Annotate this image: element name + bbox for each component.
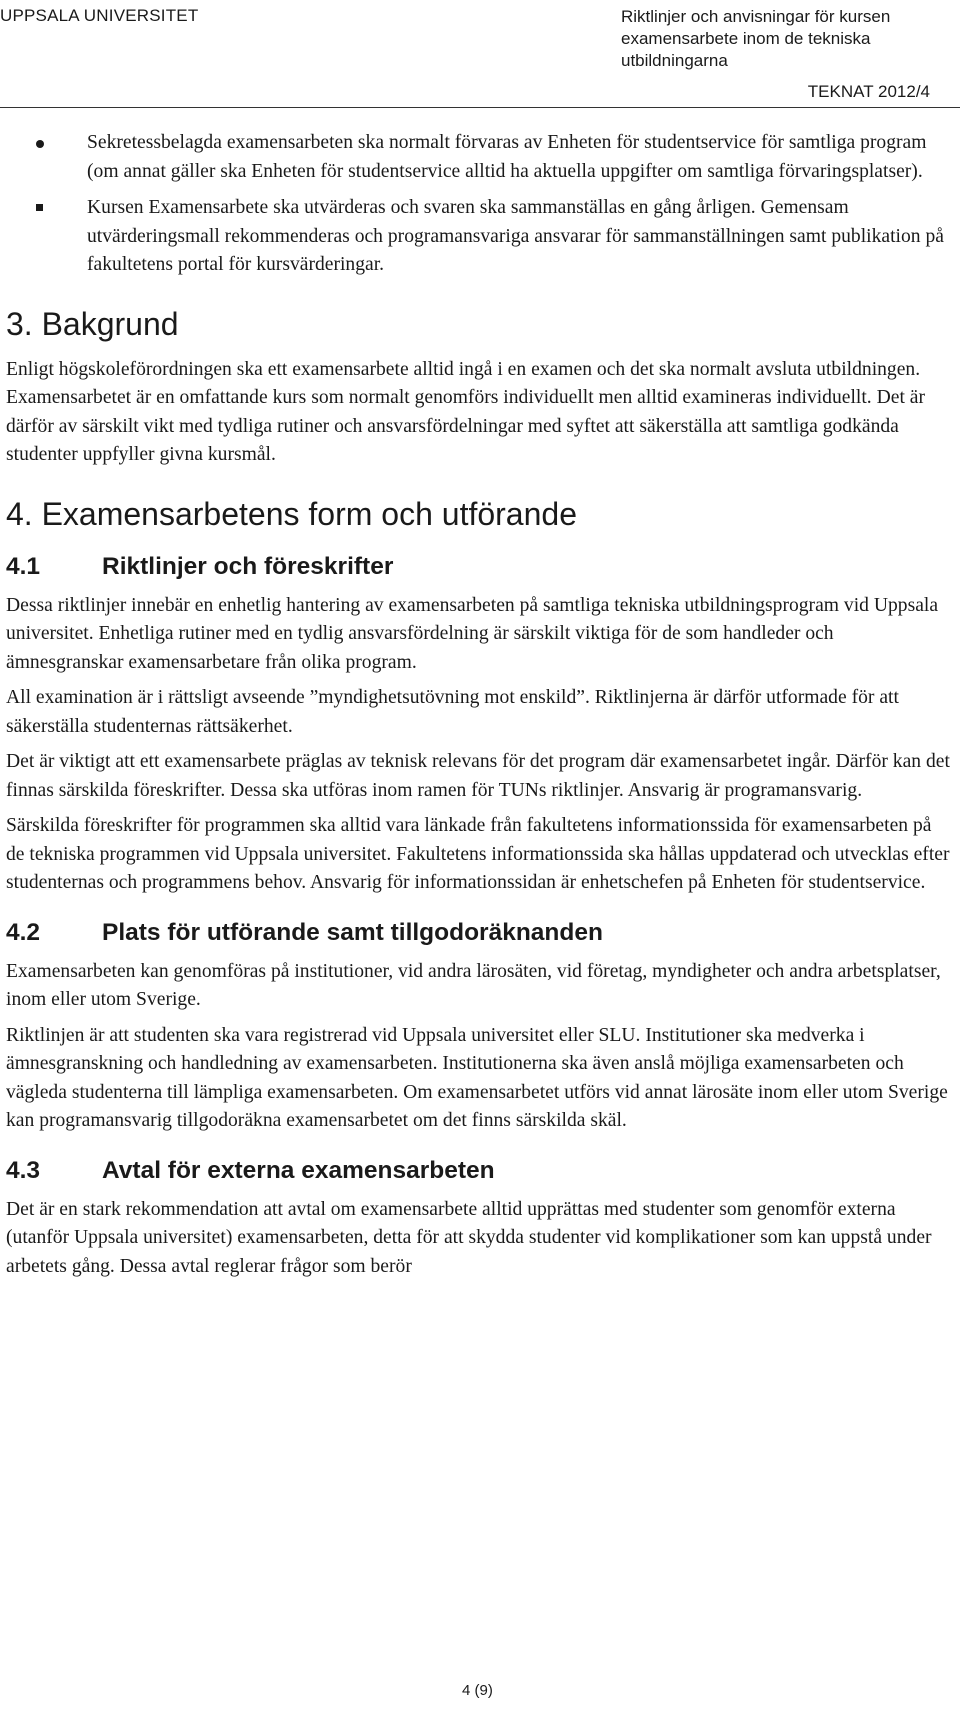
subsection-number: 4.2 [6, 918, 41, 946]
subsection-title: Plats för utförande samt tillgodoräknanden [102, 918, 603, 946]
subsection-title: Avtal för externa examensarbeten [102, 1156, 495, 1184]
subsection-4-2-heading [6, 918, 954, 948]
header-document-title: Riktlinjer och anvisningar för kursen examensarbete inom de tekniska utbildningarna [621, 7, 891, 70]
paragraph: Dessa riktlinjer innebär en enhetlig hantering av examensarbeten på samtliga tekniska utbildningsprogram vid Uppsala universitet. Enhetliga rutiner med en tydlig ansvarsfördelning är särskilt viktiga för de som handleder och ämnesgranskar examensarbetare från olika program. [6, 594, 939, 673]
paragraph: Särskilda föreskrifter för programmen ska alltid vara länkade från fakultetens informationssida för examensarbeten på de tekniska programmen vid Uppsala universitet. Fakultetens informationssida ska hållas uppdaterad och utvecklas efter studenternas och programmens behov. Ansvarig för informationssidan är enhetschefen på Enheten för studentservice. [6, 815, 950, 893]
document-body [6, 129, 954, 1288]
section-3-heading: 3. Bakgrund [6, 305, 179, 342]
subsection-4-1-heading [6, 552, 954, 582]
subsection-4-3-heading [6, 1156, 954, 1186]
header-document-code: TEKNAT 2012/4 [807, 82, 930, 101]
paragraph: Det är viktigt att ett examensarbete präglas av teknisk relevans för det program där examensarbetet ingår. Därför kan det finnas särskilda föreskrifter. Dessa ska utföras inom ramen för TUNs riktlinjer. Ansvarig är programansvarig. [6, 751, 950, 801]
paragraph: Examensarbeten kan genomföras på institutioner, vid andra lärosäten, vid företag, myndigheter och andra arbetsplatser, inom eller utom Sverige. [6, 960, 941, 1010]
paragraph: Enligt högskoleförordningen ska ett examensarbete alltid ingå i en examen och det ska normalt avsluta utbildningen. Examensarbetet är en omfattande kurs som normalt genomförs individuellt men alltid examineras individuellt. Det är därför av särskilt vikt med tydliga rutiner och ansvarsfördelningar med syftet att säkerställa att samtliga godkända studenter uppfyller givna kursmål. [6, 358, 926, 465]
paragraph: All examination är i rättsligt avseende ”myndighetsutövning mot enskild”. Riktlinjerna är därför utformade för att säkerställa studenternas rättsäkerhet. [6, 687, 899, 737]
subsection-number: 4.3 [6, 1156, 41, 1184]
subsection-number: 4.1 [6, 552, 41, 580]
paragraph: Riktlinjen är att studenten ska vara registrerad vid Uppsala universitet eller SLU. Institutioner ska medverka i ämnesgranskning och handledning av examensarbeten. Institutionerna ska även anslå möjliga examensarbeten och vägleda studenterna till lämpliga examensarbeten. Om examensarbetet utförs vid annat lärosäte inom eller utom Sverige kan programansvarig tillgodoräkna examensarbetet om det finns särskilda skäl. [6, 1024, 948, 1131]
header-university: UPPSALA UNIVERSITET [0, 6, 199, 25]
subsection-title: Riktlinjer och föreskrifter [102, 552, 394, 580]
page-number: 4 (9) [462, 1682, 493, 1699]
bullet-item: Kursen Examensarbete ska utvärderas och svaren ska sammanställas en gång årligen. Gemensam utvärderingsmall rekommenderas och programansvariga ansvarar för sammanställningen samt publikation på fakultetens portal för kursvärderingar. [6, 194, 954, 280]
header-divider [0, 107, 960, 108]
bullet-list [6, 129, 954, 280]
paragraph: Det är en stark rekommendation att avtal om examensarbete alltid upprättas med studenter som genomför externa (utanför Uppsala universitet) examensarbeten, detta för att skydda studenter vid komplikationer som kan uppstå under arbetets gång. Dessa avtal reglerar frågor som berör [6, 1198, 932, 1277]
section-4-heading: 4. Examensarbetens form och utförande [6, 495, 577, 532]
bullet-item: Sekretessbelagda examensarbeten ska normalt förvaras av Enheten för studentservice för samtliga program (om annat gäller ska Enheten för studentservice alltid ha aktuella uppgifter om samtliga förvaringsplatser). [6, 129, 954, 186]
